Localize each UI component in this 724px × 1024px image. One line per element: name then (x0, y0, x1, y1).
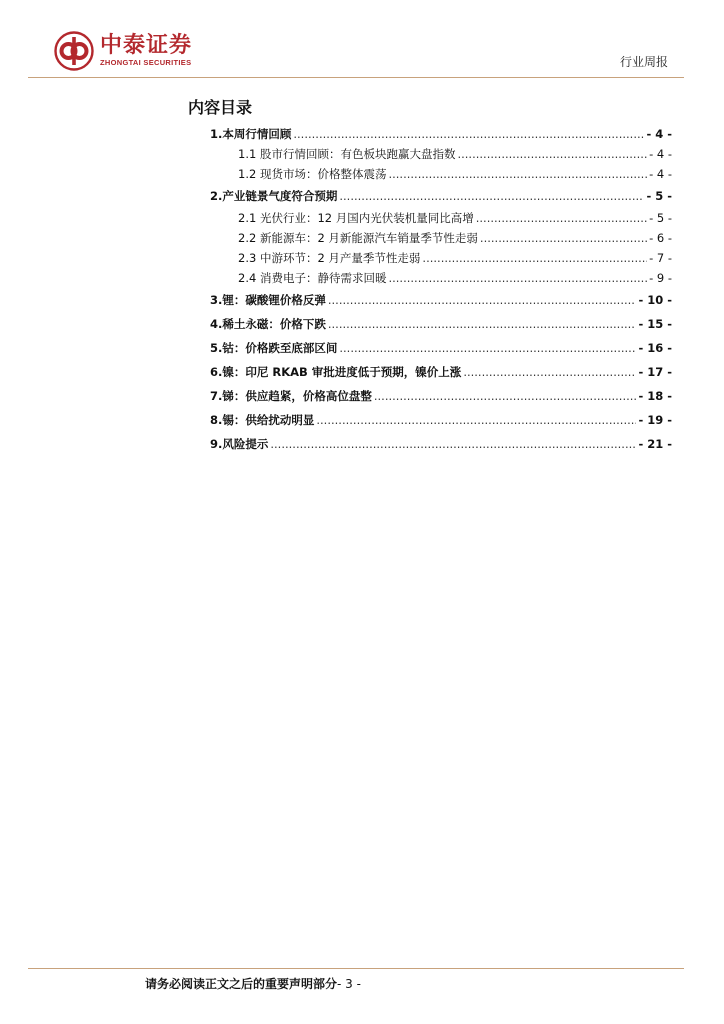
toc-entry-page: - 4 - (649, 147, 672, 161)
page-number: - 3 - (337, 977, 361, 991)
toc-entry-title: 1.2 现货市场：价格整体震荡 (238, 167, 387, 181)
footer-divider (28, 968, 684, 969)
toc-title: 内容目录 (188, 98, 253, 117)
toc-entry-page: - 5 - (649, 211, 672, 225)
toc-leader-dots (339, 341, 636, 355)
toc-entry-title: 2.产业链景气度符合预期 (210, 189, 338, 203)
toc-leader-dots (463, 365, 636, 379)
disclaimer-note: 请务必阅读正文之后的重要声明部分 (145, 977, 338, 991)
toc-leader-dots (480, 231, 647, 245)
toc-entry[interactable] (210, 126, 672, 142)
report-type-label: 行业周报 (619, 55, 668, 69)
toc-entry[interactable] (210, 188, 672, 204)
toc-leader-dots (270, 437, 636, 451)
toc-subentry[interactable] (210, 146, 672, 162)
toc-leader-dots (374, 389, 637, 403)
header-divider (28, 77, 684, 78)
toc-subentry[interactable] (210, 250, 672, 266)
toc-leader-dots (388, 271, 647, 285)
toc-entry-title: 8.锡：供给扰动明显 (210, 413, 315, 427)
toc-entry[interactable] (210, 316, 672, 332)
toc-subentry[interactable] (210, 210, 672, 226)
toc-entry-page: - 10 - (638, 293, 672, 307)
toc-entry-title: 4.稀土永磁：价格下跌 (210, 317, 326, 331)
toc-entry-title: 6.镍：印尼 RKAB 审批进度低于预期，镍价上涨 (210, 365, 462, 379)
company-logo (54, 30, 192, 72)
toc-entry-page: - 4 - (646, 127, 672, 141)
toc-entry[interactable] (210, 340, 672, 356)
toc-entry[interactable] (210, 292, 672, 308)
toc-entry-page: - 21 - (638, 437, 672, 451)
zhongtai-logo-icon (54, 31, 94, 71)
toc-entry-title: 2.1 光伏行业：12 月国内光伏装机量同比高增 (238, 211, 474, 225)
toc-entry[interactable] (210, 364, 672, 380)
toc-entry-page: - 9 - (649, 271, 672, 285)
toc-entry-page: - 5 - (646, 189, 672, 203)
toc-leader-dots (476, 211, 647, 225)
toc-subentry[interactable] (210, 270, 672, 286)
toc-entry-page: - 4 - (649, 167, 672, 181)
toc-subentry[interactable] (210, 166, 672, 182)
toc-leader-dots (328, 317, 637, 331)
toc-entry-page: - 17 - (638, 365, 672, 379)
toc-leader-dots (388, 167, 647, 181)
toc-leader-dots (316, 413, 636, 427)
toc-entry-title: 3.锂：碳酸锂价格反弹 (210, 293, 326, 307)
toc-entry-title: 1.1 股市行情回顾：有色板块跑赢大盘指数 (238, 147, 456, 161)
toc-entry-page: - 6 - (649, 231, 672, 245)
toc-entry-page: - 15 - (638, 317, 672, 331)
toc-entry[interactable] (210, 436, 672, 452)
toc-entry-page: - 16 - (638, 341, 672, 355)
toc-entry-title: 2.3 中游环节：2 月产量季节性走弱 (238, 251, 421, 265)
toc-entry-title: 2.2 新能源车：2 月新能源汽车销量季节性走弱 (238, 231, 478, 245)
toc-entry[interactable] (210, 412, 672, 428)
footer (145, 975, 361, 992)
toc-leader-dots (422, 251, 647, 265)
toc-leader-dots (339, 189, 644, 203)
toc-leader-dots (293, 127, 644, 141)
toc-leader-dots (457, 147, 647, 161)
toc-entry-title: 2.4 消费电子：静待需求回暖 (238, 271, 387, 285)
toc-entry-page: - 18 - (638, 389, 672, 403)
toc-entry[interactable] (210, 388, 672, 404)
toc-entry-title: 1.本周行情回顾 (210, 127, 292, 141)
toc-entry-title: 7.锑：供应趋紧，价格高位盘整 (210, 389, 372, 403)
toc-entry-page: - 7 - (649, 251, 672, 265)
toc-leader-dots (328, 293, 637, 307)
toc-entry-title: 5.钴：价格跌至底部区间 (210, 341, 338, 355)
toc-subentry[interactable] (210, 230, 672, 246)
toc-entry-title: 9.风险提示 (210, 437, 269, 451)
company-name-cn: 中泰证券 (100, 33, 193, 58)
company-name-en: ZHONGTAI SECURITIES (100, 58, 192, 67)
toc-entry-page: - 19 - (638, 413, 672, 427)
